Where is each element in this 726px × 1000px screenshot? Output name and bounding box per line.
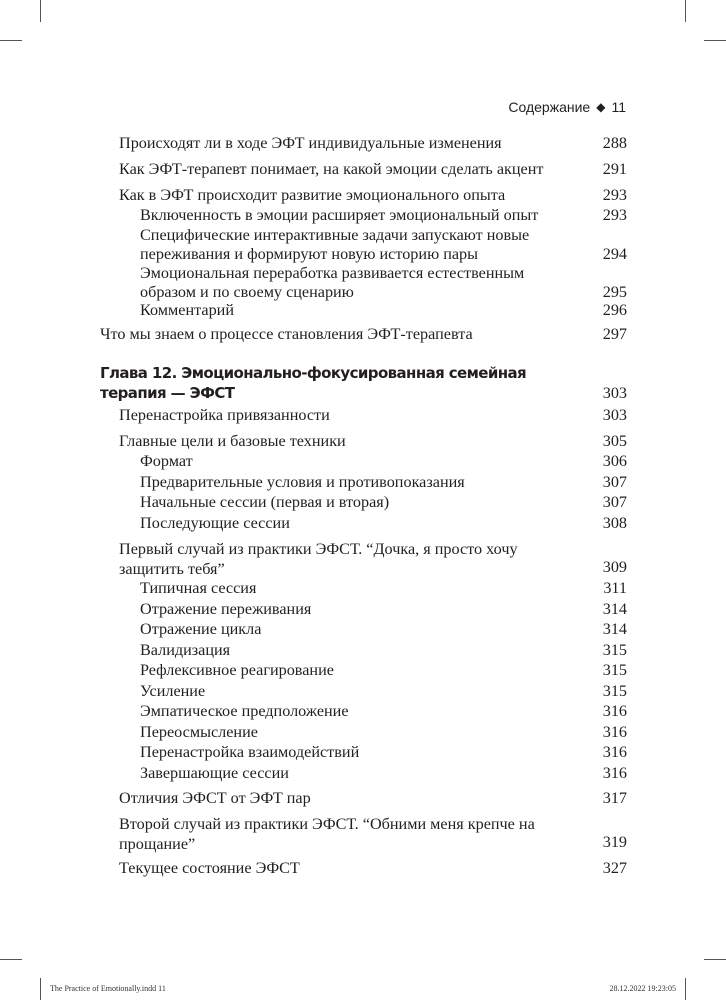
toc-entry-title: Отличия ЭФСТ от ЭФТ пар [119,789,311,807]
toc-entry-page: 316 [602,723,627,741]
toc-entry[interactable] [100,764,627,783]
toc-entry[interactable] [100,301,627,320]
toc-entry[interactable] [100,600,627,619]
toc-entry-title: Как ЭФТ-терапевт понимает, на какой эмоции сделать акцент [119,160,544,178]
toc-entry-page: 293 [602,206,627,224]
toc-entry[interactable] [100,661,627,680]
toc-entry-page: 311 [603,579,627,597]
toc-entry-title: Отражение переживания [140,600,312,618]
diamond-icon: ◆ [596,100,606,114]
page-number: 11 [611,99,626,115]
toc-entry[interactable] [100,620,627,639]
toc-entry[interactable] [100,814,627,852]
toc-entry-page: 293 [602,186,627,204]
toc-entry-page: 288 [602,134,627,152]
crop-mark [704,40,726,41]
toc-entry-title: Специфические интерактивные задачи запускают новые переживания и формируют новую историю пары [140,226,530,263]
toc-entry-page: 317 [602,789,627,807]
toc-entry-title: Валидизация [140,641,231,659]
toc-entry-page: 314 [602,620,627,638]
toc-entry-page: 316 [602,743,627,761]
toc-entry[interactable] [100,325,627,344]
toc-entry-page: 291 [602,160,627,178]
toc-entry[interactable] [100,859,627,878]
toc-entry-page: 305 [602,432,627,450]
crop-mark [40,978,41,1000]
toc-entry-page: 316 [602,764,627,782]
toc-entry-page: 316 [602,702,627,720]
toc-entry[interactable] [100,493,627,512]
toc-entry[interactable] [100,723,627,742]
toc-entry-title: Комментарий [140,301,234,319]
toc-entry-title: Начальные сессии (первая и вторая) [140,493,390,511]
toc-entry-title: Типичная сессия [140,579,257,597]
toc-entry-title: Эмоциональная переработка развивается естественным образом и по своему сценарию [140,264,525,301]
toc-entry-page: 295 [602,283,627,301]
toc-entry-title: Эмпатическое предположение [140,702,349,720]
toc-entry-title: Второй случай из практики ЭФСТ. “Обними меня крепче на прощание” [119,815,535,853]
crop-mark [685,0,686,22]
toc-entry-page: 306 [602,452,627,470]
toc-entry[interactable] [100,406,627,425]
chapter-title: Глава 12. Эмоционально-фокусированная семейная терапия — ЭФСТ [100,364,527,402]
toc-entry-title: Происходят ли в ходе ЭФТ индивидуальные изменения [119,134,502,152]
toc-entry-title: Текущее состояние ЭФСТ [119,859,300,877]
toc-entry[interactable] [100,743,627,762]
toc-entry-page: 315 [602,641,627,659]
toc-entry-title: Отражение цикла [140,620,262,638]
toc-entry-page: 303 [602,406,627,424]
toc-entry[interactable] [100,473,627,492]
toc-entry-title: Включенность в эмоции расширяет эмоциональный опыт [140,206,539,224]
toc-entry-page: 297 [602,325,627,343]
toc-entry[interactable] [100,514,627,533]
section-title: Содержание [508,99,591,115]
running-header [508,99,626,115]
toc-entry-page: 308 [602,514,627,532]
toc-entry-title: Как в ЭФТ происходит развитие эмоционального опыта [119,186,506,204]
toc-entry[interactable] [100,789,627,808]
toc-entry-page: 309 [602,558,627,576]
toc-entry-title: Первый случай из практики ЭФСТ. “Дочка, я просто хочу защитить тебя” [119,540,518,578]
print-slug-file: The Practice of Emotionally.indd 11 [50,984,166,993]
toc-chapter-heading[interactable] [100,363,627,403]
toc-entry[interactable] [100,134,627,153]
toc-entry-page: 307 [602,473,627,491]
toc-entry-title: Перенастройка привязанности [119,406,330,424]
toc-entry-title: Главные цели и базовые техники [119,432,346,450]
print-slug-datetime: 28.12.2022 19:23:05 [609,984,676,993]
toc-entry[interactable] [100,682,627,701]
crop-mark [0,40,22,41]
toc-entry[interactable] [100,579,627,598]
crop-mark [704,959,726,960]
toc-entry[interactable] [100,160,627,179]
toc-entry[interactable] [100,452,627,471]
toc-entry-title: Предварительные условия и противопоказания [140,473,465,491]
toc-entry-page: 327 [602,859,627,877]
toc-entry[interactable] [100,702,627,721]
toc-entry[interactable] [100,226,627,264]
toc-entry-page: 303 [602,384,627,402]
toc-entry-page: 294 [602,245,627,263]
crop-mark [0,959,22,960]
toc-entry-page: 296 [602,301,627,319]
toc-entry-title: Формат [140,452,193,470]
toc-entry-page: 315 [602,682,627,700]
toc-entry[interactable] [100,539,627,577]
toc-entry-title: Перенастройка взаимодействий [140,743,360,761]
toc-entry[interactable] [100,432,627,451]
toc-entry-title: Последующие сессии [140,514,290,532]
toc-entry-page: 307 [602,493,627,511]
toc-entry[interactable] [100,206,627,225]
toc-entry-title: Что мы знаем о процессе становления ЭФТ-терапевта [100,325,473,343]
toc-entry[interactable] [100,186,627,205]
toc-entry-page: 315 [602,661,627,679]
toc-entry[interactable] [100,264,627,302]
toc-entry-title: Усиление [140,682,206,700]
toc-entry-page: 314 [602,600,627,618]
toc-entry-page: 319 [602,833,627,851]
crop-mark [685,978,686,1000]
toc-entry-title: Рефлексивное реагирование [140,661,334,679]
toc-entry[interactable] [100,641,627,660]
crop-mark [40,0,41,22]
toc-entry-title: Завершающие сессии [140,764,289,782]
toc-entry-title: Переосмысление [140,723,258,741]
